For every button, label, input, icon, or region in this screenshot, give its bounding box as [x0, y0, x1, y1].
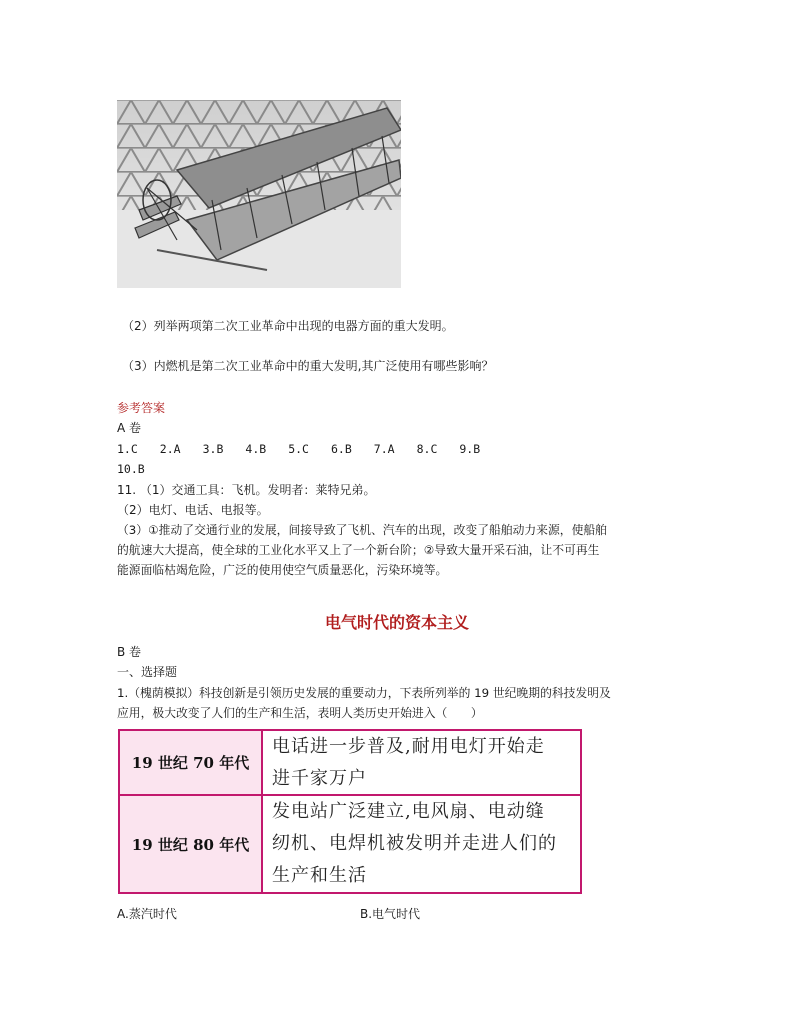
table-row-text-line: 生产和生活	[272, 865, 367, 886]
answers-section-label: A 卷	[117, 421, 142, 435]
question-1-line1: 1.（槐荫模拟）科技创新是引领历史发展的重要动力，下表所列举的 19 世纪晚期的科技发明及	[117, 686, 611, 700]
mc-answer: 5.C	[288, 442, 309, 456]
question-1-line2: 应用，极大改变了人们的生产和生活，表明人类历史开始进入（ ）	[117, 706, 483, 720]
option-b[interactable]: B.电气时代	[360, 907, 421, 921]
table-row-value	[272, 731, 572, 794]
part-1-heading: 一、选择题	[117, 665, 178, 679]
answers-heading: 参考答案	[117, 401, 166, 415]
mc-answer: 1.C	[117, 442, 138, 456]
answer-11-part3-line3: 能源面临枯竭危险，广泛的使用使空气质量恶化，污染环境等。	[117, 563, 448, 577]
table-row-text-line: 电话进一步普及,耐用电灯开始走	[272, 735, 545, 757]
inventions-table	[118, 729, 582, 894]
question-3: （3）内燃机是第二次工业革命中的重大发明,其广泛使用有哪些影响？	[122, 359, 494, 373]
part-b-label: B 卷	[117, 645, 142, 659]
answer-11-part3-line2: 的航速大大提高，使全球的工业化水平又上了一个新台阶；②导致大量开采石油，让不可再生	[117, 543, 600, 557]
answer-10: 10.B	[117, 462, 145, 476]
table-row-text-line: 进千家万户	[272, 767, 367, 789]
answer-11-part3-line1: （3）①推动了交通行业的发展，间接导致了飞机、汽车的出现，改变了船舶动力来源，使船舶	[117, 523, 607, 537]
mc-answer: 9.B	[459, 442, 481, 456]
answer-11-part2: （2）电灯、电话、电报等。	[117, 503, 269, 517]
mc-answer: 4.B	[245, 442, 267, 456]
table-row-label: 19 世纪 70 年代	[120, 731, 263, 794]
table-row-text-line: 发电站广泛建立,电风扇、电动缝	[272, 801, 545, 822]
wright-flyer-biplane-icon	[117, 100, 401, 288]
mc-answer: 2.A	[159, 442, 181, 456]
table-row-label: 19 世纪 80 年代	[120, 796, 263, 892]
mc-answer-row	[117, 441, 480, 457]
mc-answer: 7.A	[373, 442, 395, 456]
answer-11-part1: 11. （1）交通工具：飞机。发明者：莱特兄弟。	[117, 483, 376, 497]
mc-answer: 6.B	[330, 442, 352, 456]
wright-flyer-photo	[117, 100, 401, 288]
mc-answer: 8.C	[416, 442, 438, 456]
question-2: （2）列举两项第二次工业革命中出现的电器方面的重大发明。	[122, 319, 454, 333]
table-row-value	[272, 796, 572, 892]
mc-answer: 3.B	[202, 442, 224, 456]
table-row	[120, 731, 580, 796]
section-title: 电气时代的资本主义	[324, 613, 469, 632]
table-row	[120, 796, 580, 892]
table-row-text-line: 纫机、电焊机被发明并走进人们的	[272, 833, 557, 854]
option-a[interactable]: A.蒸汽时代	[117, 907, 177, 921]
